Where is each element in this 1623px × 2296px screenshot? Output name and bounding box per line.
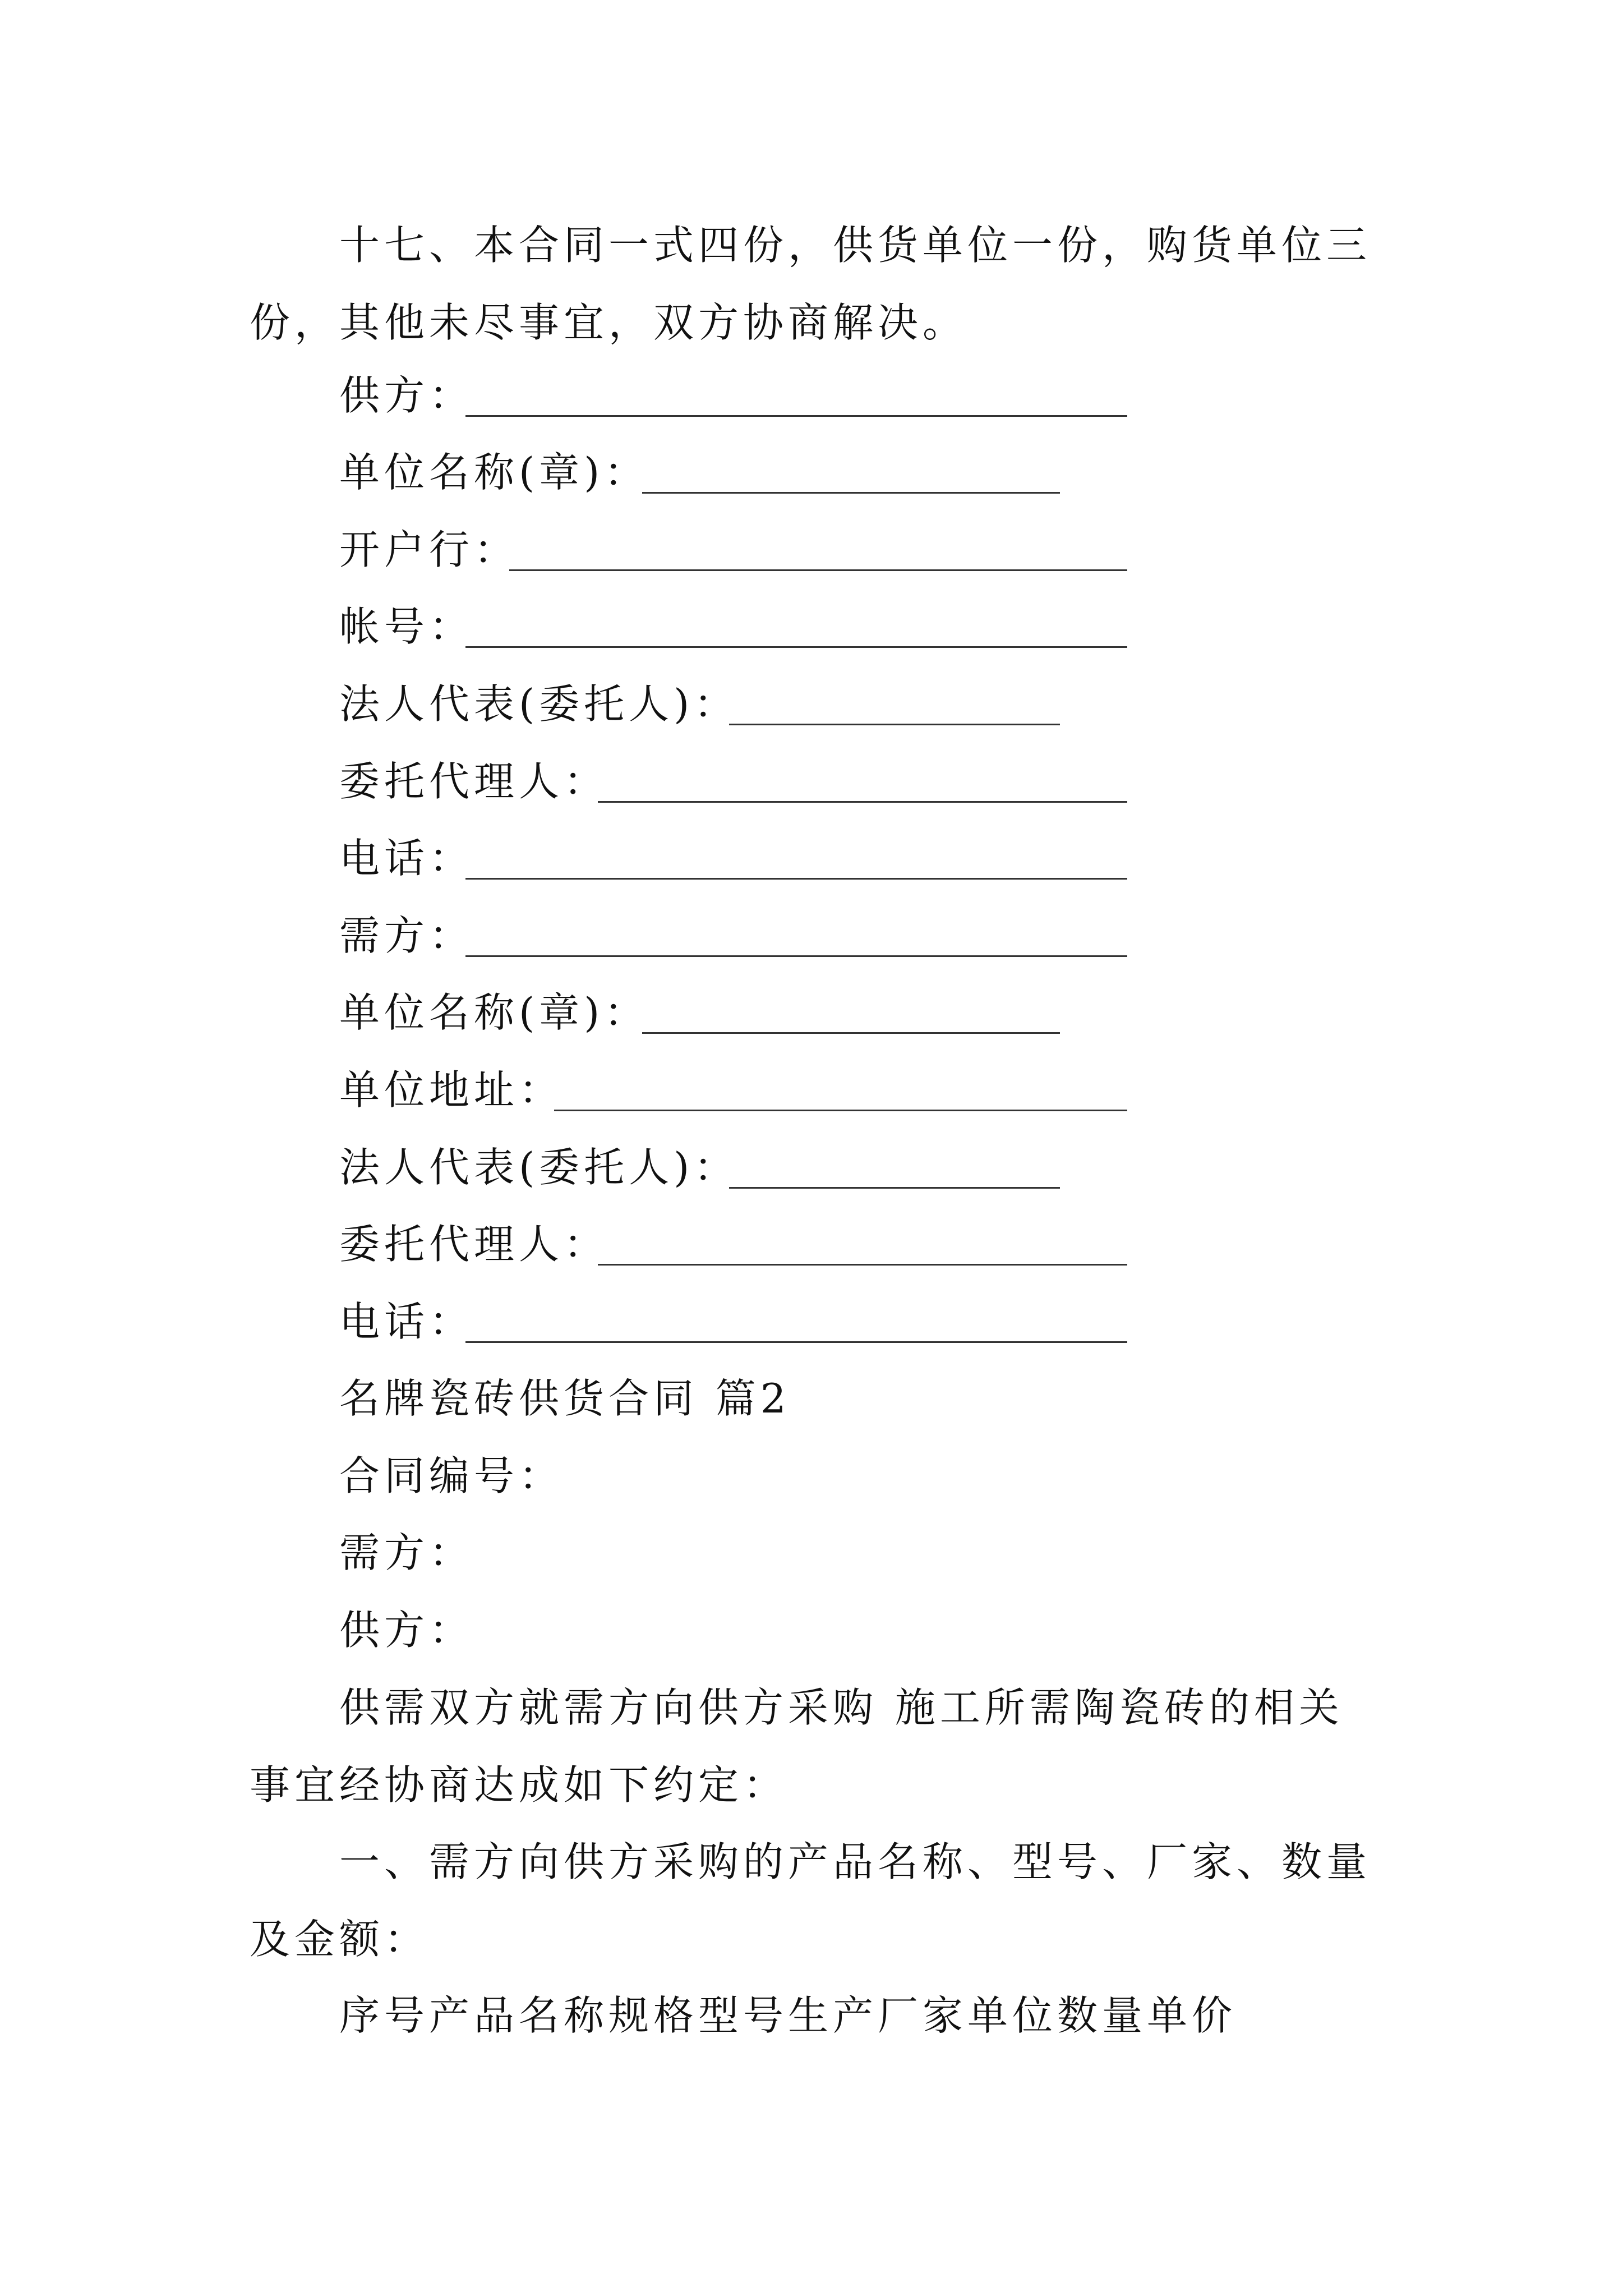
buyer-address-label: 单位地址： [339, 1066, 564, 1114]
buyer-agent-label: 委托代理人： [339, 1221, 609, 1268]
contract-number-label: 合同编号： [339, 1452, 564, 1499]
contract2-buyer-label: 需方： [339, 1529, 474, 1576]
supplier-legal-rep-label: 法人代表(委托人)： [339, 680, 739, 728]
contract2-supplier-label: 供方： [339, 1607, 474, 1654]
supplier-legal-rep-blank-line [729, 724, 1060, 725]
supplier-agent-blank-line [598, 801, 1127, 803]
supplier-blank-line [465, 415, 1127, 417]
supplier-bank-label: 开户行： [339, 526, 519, 573]
buyer-unit-name-label: 单位名称(章)： [339, 989, 649, 1036]
supplier-agent-label: 委托代理人： [339, 758, 609, 805]
buyer-phone-label: 电话： [339, 1298, 474, 1345]
supplier-account-blank-line [465, 646, 1127, 648]
supplier-unit-name-label: 单位名称(章)： [339, 449, 649, 496]
buyer-label: 需方： [339, 912, 474, 959]
supplier-phone-label: 电话： [339, 835, 474, 882]
buyer-legal-rep-blank-line [729, 1187, 1060, 1189]
buyer-unit-name-blank-line [642, 1032, 1060, 1034]
supplier-label: 供方： [339, 372, 474, 419]
clause-17-paragraph: 十七、本合同一式四份，供货单位一份，购货单位三份，其他未尽事宜，双方协商解决。 [250, 222, 1372, 346]
buyer-blank-line [465, 955, 1127, 957]
supplier-bank-blank-line [509, 569, 1127, 571]
contract2-intro-paragraph: 供需双方就需方向供方采购 施工所需陶瓷砖的相关事宜经协商达成如下约定： [250, 1684, 1344, 1809]
buyer-phone-blank-line [465, 1341, 1127, 1343]
contract2-heading: 名牌瓷砖供货合同 篇2 [339, 1375, 791, 1422]
clause-1-paragraph: 一、需方向供方采购的产品名称、型号、厂家、数量及金额： [250, 1838, 1372, 1963]
supplier-unit-name-blank-line [642, 492, 1060, 494]
buyer-address-blank-line [554, 1110, 1127, 1111]
buyer-legal-rep-label: 法人代表(委托人)： [339, 1144, 739, 1191]
buyer-agent-blank-line [598, 1264, 1127, 1266]
product-table-header: 序号产品名称规格型号生产厂家单位数量单价 [339, 1992, 1237, 2039]
supplier-phone-blank-line [465, 878, 1127, 880]
supplier-account-label: 帐号： [339, 603, 474, 650]
